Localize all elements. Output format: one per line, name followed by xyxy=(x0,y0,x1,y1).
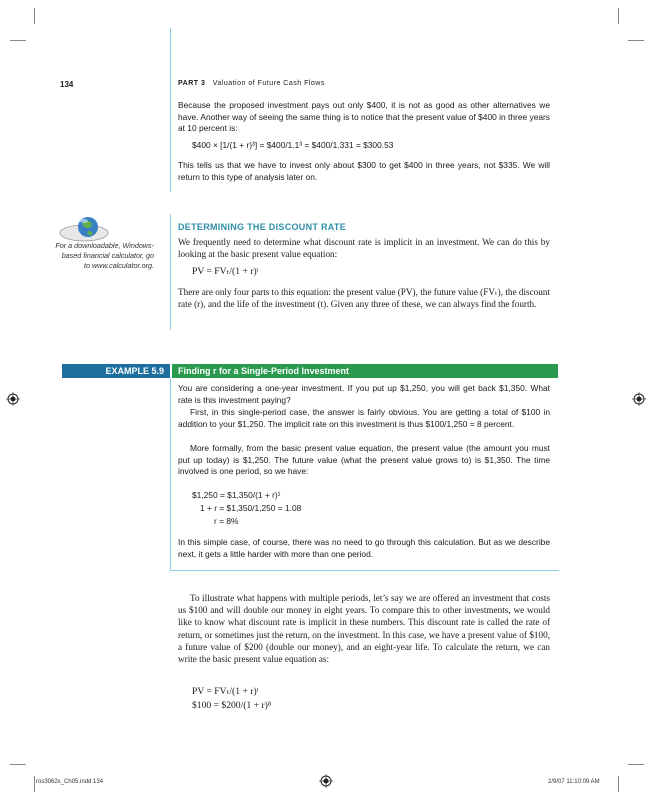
running-header xyxy=(178,80,325,87)
closing-equation: $100 = $200/(1 + r)⁸ xyxy=(192,700,272,711)
footer-timestamp: 2/9/07 11:10:09 AM xyxy=(548,779,600,785)
crop-mark xyxy=(34,776,35,792)
intro-equation: $400 × [1/(1 + r)³] = $400/1.1³ = $400/1.331 = $300.53 xyxy=(192,140,394,150)
crop-mark xyxy=(628,764,644,765)
margin-rule xyxy=(170,28,171,192)
crop-mark xyxy=(618,776,619,792)
closing-equation: PV = FVₜ/(1 + r)ᵗ xyxy=(192,686,259,697)
page-number: 134 xyxy=(60,80,74,89)
crop-mark xyxy=(628,40,644,41)
intro-paragraph: This tells us that we have to invest only about $300 to get $400 in three years, not $335. We will return to this type of analysis later on. xyxy=(178,160,550,182)
example-paragraph: You are considering a one-year investment. If you put up $1,250, you will get back $1,350. What rate is this investment paying? xyxy=(178,383,550,405)
crop-mark xyxy=(34,8,35,24)
crop-mark xyxy=(10,40,26,41)
crop-mark xyxy=(618,8,619,24)
example-equation: $1,250 = $1,350/(1 + r)¹ xyxy=(192,490,281,500)
example-paragraph: More formally, from the basic present value equation, the present value (the amount you must put up today) is $1,250. The future value (what the present value grows to) is $1,350. The time involved is one period, so we have: xyxy=(178,443,550,477)
footer-filename: ros3062x_Ch05.indd 134 xyxy=(36,779,104,785)
example-equation: 1 + r = $1,350/1,250 = 1.08 xyxy=(200,503,302,513)
section-heading: DETERMINING THE DISCOUNT RATE xyxy=(178,222,347,232)
registration-mark-icon xyxy=(6,392,20,406)
sidebar-note: For a downloadable, Windows-based financial calculator, go to www.calculator.org. xyxy=(55,241,154,270)
example-label: EXAMPLE 5.9 xyxy=(62,364,170,378)
example-equation: r = 8% xyxy=(214,516,239,526)
section-paragraph: We frequently need to determine what discount rate is implicit in an investment. We can do this by looking at the basic present value equation: xyxy=(178,237,550,260)
registration-mark-icon xyxy=(319,774,333,788)
pv-equation: PV = FVₜ/(1 + r)ᵗ xyxy=(192,266,259,277)
registration-mark-icon xyxy=(632,392,646,406)
example-paragraph: First, in this single-period case, the answer is fairly obvious. You are getting a total of $100 in addition to your $1,250. The implicit rate on this investment is thus $100/1,250 = 8 percent. xyxy=(178,407,550,429)
example-title: Finding r for a Single-Period Investment xyxy=(172,364,558,378)
margin-rule xyxy=(170,214,171,330)
part-label: PART 3 xyxy=(178,80,206,87)
part-title: Valuation of Future Cash Flows xyxy=(212,80,325,87)
closing-paragraph: To illustrate what happens with multiple periods, let’s say we are offered an investment that costs us $100 and will double our money in eight years. To compare this to other investments, we would like to know what discount rate is implicit in these numbers. This discount rate is called the rate of return, or sometimes just the return, on the investment. In this case, we have a present value of $100, a future value of $200 (double our money), and an eight-year life. To calculate the return, we can write the basic present value equation as: xyxy=(178,593,550,665)
crop-mark xyxy=(10,764,26,765)
example-paragraph: In this simple case, of course, there was no need to go through this calculation. But as we describe next, it gets a little harder with more than one period. xyxy=(178,537,550,559)
section-paragraph: There are only four parts to this equation: the present value (PV), the future value (FVₜ), the discount rate (r), and the life of the investment (t). Given any three of these, we can always find the fourth. xyxy=(178,287,550,310)
intro-paragraph: Because the proposed investment pays out only $400, it is not as good as other alternatives we have. Another way of seeing the same thing is to notice that the present value of $400 in three years at 10 percent is: xyxy=(178,100,550,134)
